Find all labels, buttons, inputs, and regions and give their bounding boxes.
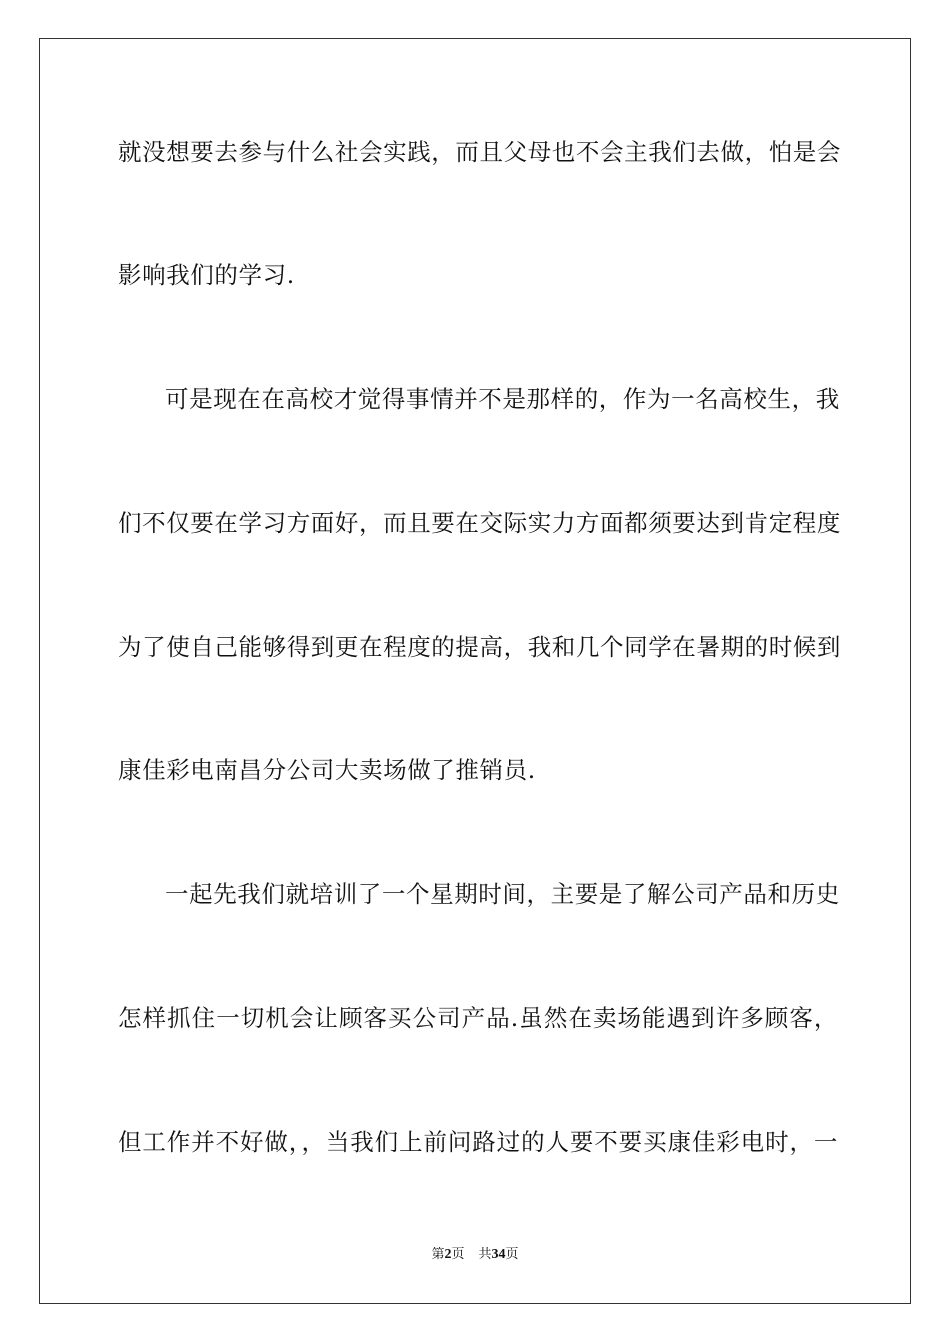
total-pages: 34 xyxy=(491,1247,506,1262)
page-suffix: 页 xyxy=(451,1247,465,1262)
body-text-line-8: 怎样抓住一切机会让顾客买公司产品.虽然在卖场能遇到许多顾客， xyxy=(118,1004,838,1032)
body-text-line-5: 为了使自己能够得到更在程度的提高，我和几个同学在暑期的时候到 xyxy=(118,633,841,661)
body-text-line-3: 可是现在在高校才觉得事情并不是那样的，作为一名高校生，我 xyxy=(165,385,840,413)
page-footer xyxy=(0,1247,950,1263)
body-text-line-1: 就没想要去参与什么社会实践，而且父母也不会主我们去做，怕是会 xyxy=(118,138,841,166)
body-text-line-4: 们不仅要在学习方面好，而且要在交际实力方面都须要达到肯定程度 xyxy=(118,509,841,537)
body-text-line-2: 影响我们的学习. xyxy=(118,261,295,289)
body-text-line-7: 一起先我们就培训了一个星期时间，主要是了解公司产品和历史 xyxy=(165,880,840,908)
page-border xyxy=(39,38,911,1304)
total-prefix: 共 xyxy=(478,1247,492,1262)
total-suffix: 页 xyxy=(505,1247,519,1262)
body-text-line-6: 康佳彩电南昌分公司大卖场做了推销员. xyxy=(118,756,536,784)
body-text-line-9: 但工作并不好做，，当我们上前问路过的人要不要买康佳彩电时，一 xyxy=(118,1128,838,1156)
page-number: 2 xyxy=(444,1247,452,1262)
page-prefix: 第 xyxy=(431,1247,445,1262)
